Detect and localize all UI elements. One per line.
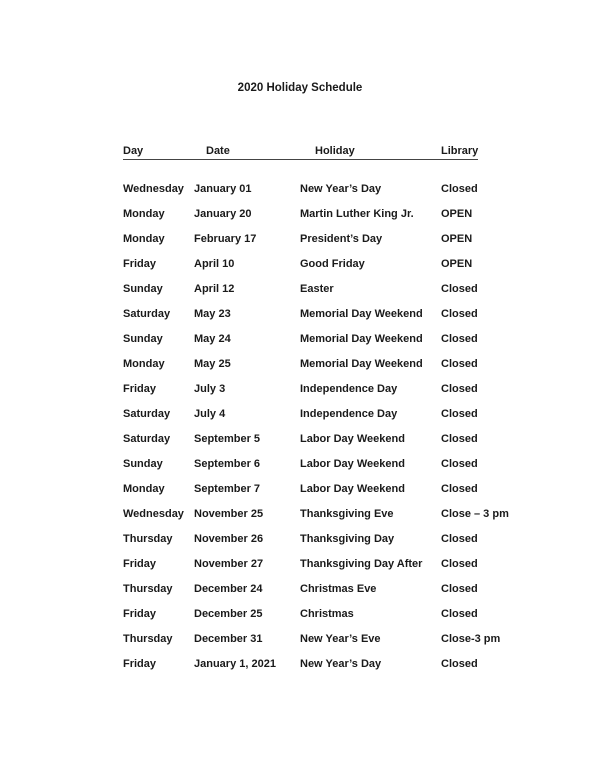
table-row <box>123 507 523 532</box>
table-row <box>123 382 523 407</box>
holiday-table-body <box>123 182 523 682</box>
cell-holiday: Martin Luther King Jr. <box>300 208 414 220</box>
cell-holiday: Independence Day <box>300 408 398 420</box>
cell-date: September 7 <box>194 483 261 495</box>
cell-date: April 12 <box>194 283 235 295</box>
table-row <box>123 232 523 257</box>
cell-date: February 17 <box>194 233 257 245</box>
cell-day: Thursday <box>123 533 173 545</box>
cell-date: January 20 <box>194 208 252 220</box>
cell-holiday: Labor Day Weekend <box>300 433 405 445</box>
cell-library-status: OPEN <box>441 233 473 245</box>
cell-date: November 26 <box>194 533 264 545</box>
table-row <box>123 532 523 557</box>
column-header-library: Library <box>441 145 479 157</box>
table-row <box>123 557 523 582</box>
cell-day: Sunday <box>123 333 163 345</box>
cell-day: Sunday <box>123 283 163 295</box>
cell-date: September 5 <box>194 433 261 445</box>
table-row <box>123 457 523 482</box>
cell-date: December 25 <box>194 608 263 620</box>
cell-date: September 6 <box>194 458 261 470</box>
table-row <box>123 282 523 307</box>
cell-day: Wednesday <box>123 508 184 520</box>
cell-holiday: Thanksgiving Day <box>300 533 395 545</box>
cell-library-status: Close – 3 pm <box>441 508 509 520</box>
cell-library-status: Closed <box>441 458 478 470</box>
table-row <box>123 307 523 332</box>
cell-date: November 25 <box>194 508 264 520</box>
cell-date: April 10 <box>194 258 235 270</box>
table-row <box>123 357 523 382</box>
cell-day: Friday <box>123 258 157 270</box>
cell-day: Monday <box>123 208 165 220</box>
table-row <box>123 332 523 357</box>
cell-library-status: Closed <box>441 658 478 670</box>
cell-date: May 25 <box>194 358 231 370</box>
cell-holiday: New Year’s Day <box>300 658 382 670</box>
cell-day: Monday <box>123 233 165 245</box>
cell-library-status: Closed <box>441 358 478 370</box>
cell-day: Wednesday <box>123 183 184 195</box>
table-row <box>123 432 523 457</box>
cell-holiday: Thanksgiving Eve <box>300 508 394 520</box>
cell-library-status: Closed <box>441 433 478 445</box>
cell-library-status: OPEN <box>441 258 473 270</box>
cell-library-status: OPEN <box>441 208 473 220</box>
page-title: 2020 Holiday Schedule <box>237 82 363 94</box>
cell-holiday: Memorial Day Weekend <box>300 308 423 320</box>
cell-day: Friday <box>123 608 157 620</box>
cell-library-status: Closed <box>441 408 478 420</box>
cell-library-status: Closed <box>441 283 478 295</box>
cell-date: December 31 <box>194 633 263 645</box>
cell-day: Thursday <box>123 633 173 645</box>
table-row <box>123 657 523 682</box>
cell-holiday: Good Friday <box>300 258 365 270</box>
table-row <box>123 607 523 632</box>
table-row <box>123 182 523 207</box>
cell-library-status: Closed <box>441 383 478 395</box>
cell-library-status: Closed <box>441 583 478 595</box>
cell-holiday: Independence Day <box>300 383 398 395</box>
cell-day: Saturday <box>123 433 171 445</box>
column-header-day: Day <box>123 145 144 157</box>
cell-holiday: Christmas <box>300 608 354 620</box>
cell-library-status: Closed <box>441 608 478 620</box>
column-header-date: Date <box>206 145 230 157</box>
table-row <box>123 582 523 607</box>
table-header <box>123 145 478 160</box>
cell-date: May 24 <box>194 333 231 345</box>
cell-day: Monday <box>123 358 165 370</box>
cell-holiday: New Year’s Day <box>300 183 382 195</box>
cell-day: Monday <box>123 483 165 495</box>
cell-day: Friday <box>123 383 157 395</box>
cell-holiday: Easter <box>300 283 334 295</box>
cell-day: Sunday <box>123 458 163 470</box>
cell-library-status: Closed <box>441 558 478 570</box>
table-row <box>123 257 523 282</box>
cell-library-status: Closed <box>441 483 478 495</box>
column-header-holiday: Holiday <box>315 145 355 157</box>
cell-holiday: Christmas Eve <box>300 583 377 595</box>
cell-holiday: President’s Day <box>300 233 383 245</box>
cell-day: Saturday <box>123 308 171 320</box>
cell-date: January 01 <box>194 183 252 195</box>
cell-day: Thursday <box>123 583 173 595</box>
cell-date: January 1, 2021 <box>194 658 276 670</box>
cell-date: November 27 <box>194 558 264 570</box>
table-row <box>123 407 523 432</box>
cell-holiday: Labor Day Weekend <box>300 483 405 495</box>
cell-date: July 4 <box>194 408 226 420</box>
cell-date: December 24 <box>194 583 263 595</box>
cell-holiday: Memorial Day Weekend <box>300 333 423 345</box>
cell-holiday: New Year’s Eve <box>300 633 381 645</box>
table-row <box>123 207 523 232</box>
cell-holiday: Memorial Day Weekend <box>300 358 423 370</box>
cell-holiday: Thanksgiving Day After <box>300 558 423 570</box>
cell-day: Saturday <box>123 408 171 420</box>
table-row <box>123 632 523 657</box>
cell-day: Friday <box>123 558 157 570</box>
cell-library-status: Closed <box>441 183 478 195</box>
cell-day: Friday <box>123 658 157 670</box>
cell-date: May 23 <box>194 308 231 320</box>
table-row <box>123 482 523 507</box>
cell-library-status: Closed <box>441 333 478 345</box>
cell-holiday: Labor Day Weekend <box>300 458 405 470</box>
cell-library-status: Closed <box>441 308 478 320</box>
cell-library-status: Close-3 pm <box>441 633 501 645</box>
cell-library-status: Closed <box>441 533 478 545</box>
cell-date: July 3 <box>194 383 226 395</box>
